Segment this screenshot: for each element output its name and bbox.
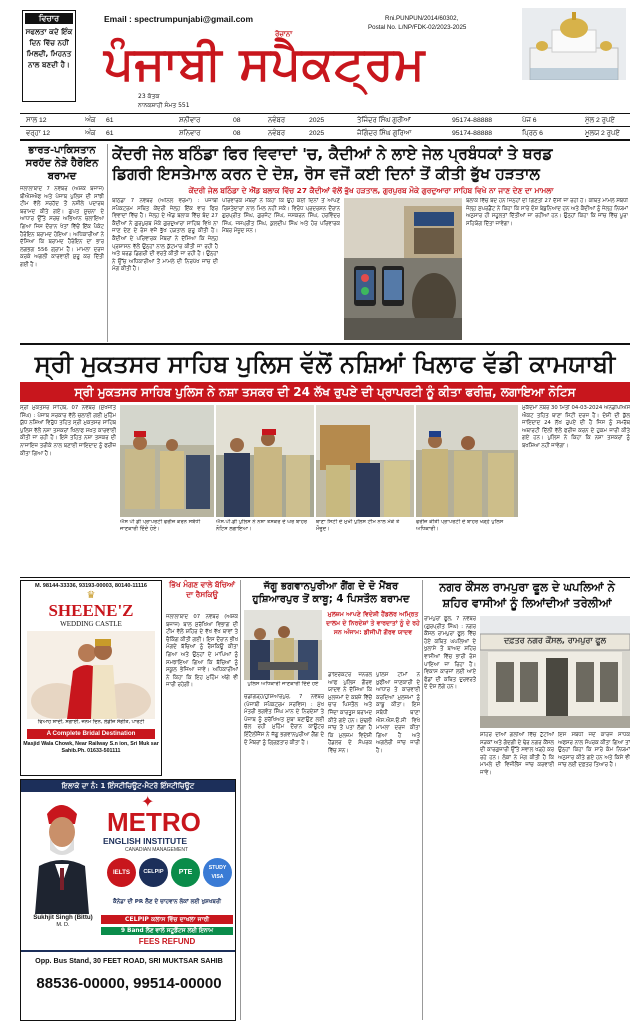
sheenez-couple-image — [27, 631, 155, 719]
muktsar-body-left: ਸ੍ਰੀ ਮੁਕਤਸਰ ਸਾਹਿਬ, 07 ਨਵੰਬਰ (ਸੁਖਜੀਤ ਸਿੰਘ) : ਪੰਜਾਬ ਸਰਕਾਰ ਵੱਲੋਂ ਚਲਾਈ ਗਈ ਮੁਹਿੰਮ ਯੁੱਧ ਨਸ਼ਿਆਂ ਵਿਰੁੱਧ ਤਹਿਤ ਸ੍ਰੀ ਮੁਕਤਸਰ ਸਾਹਿਬ ਪੁਲਿਸ ਵੱਲੋਂ ਨਸ਼ਾ ਤਸਕਰਾਂ ਖਿਲਾਫ ਸਖ਼ਤ ਕਾਰਵਾਈ ਕੀਤੀ ਜਾ ਰਹੀ ਹੈ। ਇਸੇ ਤਹਿਤ ਨਸ਼ਾ ਤਸਕਰ ਦੀ ਨਾਜਾਇਜ਼ ਤਰੀਕੇ ਨਾਲ ਬਣਾਈ ਜਾਇਦਾਦ ਨੂੰ ਫਰੀਜ਼ ਕੀਤਾ ਗਿਆ ਹੈ। — [20, 405, 116, 457]
reg-number-1: Rni.PUNPUN/2014/60302, — [385, 15, 459, 22]
muktsar-photo-4 — [416, 405, 518, 517]
muktsar-photo-2 — [216, 405, 314, 517]
info2-issue: 61 — [106, 130, 114, 137]
left-story-headline: ਭਾਰਤ-ਪਾਕਿਸਤਾਨ ਸਰਹੱਦ ਨੇੜੇ ਹੈਰੋਇਨ ਬਰਾਮਦ — [25, 145, 99, 182]
masthead-email[interactable]: Email : spectrumpunjabi@gmail.com — [104, 14, 254, 24]
sheenez-tagline: WEDDING CASTLE — [60, 620, 122, 628]
vichar-title: ਵਿਚਾਰ — [25, 13, 73, 24]
story-council-headline-1: ਨਗਰ ਕੌਂਸਲ ਰਾਮਪੁਰਾ ਫੂਲ ਦੇ ਘਪਲਿਆਂ ਨੇ — [439, 580, 615, 594]
divider-line — [20, 343, 630, 345]
info-year-num: 2025 — [309, 117, 325, 124]
info2-phone[interactable]: 95174-88888 — [452, 130, 493, 137]
info-issue-label: ਅੰਕ — [85, 117, 96, 124]
story-council-headline-2: ਸ਼ਹਿਰ ਵਾਸੀਆਂ ਨੂੰ ਲਿਆਂਦੀਆਂ ਤਰੇਲੀਆਂ — [442, 596, 612, 610]
story-gang-body-3: ਪੁਲਿਸ ਟੀਮਾਂ ਨੇ ਖ਼ੁਫੀਆ ਜਾਣਕਾਰੀ ਦੇ ਆਧਾਰ ਤੇ ਕਾਰਵਾਈ ਕਰਦਿਆਂ ਮੁਲਜ਼ਮਾਂ ਨੂੰ ਕਾਬੂ ਕੀਤਾ। ਇਸ ਸਬੰਧੀ ਥਾਣਾ ਐਸ.ਐਸ.ਓ.ਸੀ ਵਿਖੇ ਮਾਮਲਾ ਦਰਜ ਕੀਤਾ ਗਿਆ ਹੈ ਅਤੇ ਅਗਲੇਰੀ ਜਾਂਚ ਜਾਰੀ ਹੈ। — [376, 672, 420, 754]
divider-line-2 — [20, 577, 630, 578]
ad-metro[interactable] — [20, 779, 236, 1021]
top-story-headline-1: ਕੇਂਦਰੀ ਜੇਲ ਬਠਿੰਡਾ ਫਿਰ ਵਿਵਾਦਾਂ 'ਚ, ਕੈਦੀਆਂ ਨੇ ਲਾਏ ਜੇਲ ਪ੍ਰਬੰਧਕਾਂ ਤੇ ਥਰਡ — [112, 145, 553, 163]
sheenez-name: SHEENE'Z — [48, 601, 134, 620]
gang-photo — [244, 610, 322, 680]
nanakshahi-date: ਨਾਨਕਸ਼ਾਹੀ ਸੰਮਤ 551 — [138, 102, 190, 109]
masthead-title: ਪੰਜਾਬੀ ਸਪੈਕਟ੍ਰਮ — [104, 36, 426, 90]
info-date: 08 — [233, 117, 241, 124]
sheenez-phones[interactable]: M. 98144-33336, 93193-00003, 80140-11116 — [35, 583, 147, 589]
info-editor: ਤੇਜਿੰਦਰ ਸਿੰਘ ਗੁਰੀਆਂ — [357, 117, 411, 124]
story-kids-headline: ਭਿੱਖ ਮੰਗਣ ਵਾਲੇ ਬੱਚਿਆਂ ਦਾ ਰੈਸਕਿਊ — [169, 580, 235, 599]
muktsar-headline: ਸ੍ਰੀ ਮੁਕਤਸਰ ਸਾਹਿਬ ਪੁਲਿਸ ਵੱਲੋਂ ਨਸ਼ਿਆਂ ਖਿਲਾਫ ਵੱਡੀ ਕਾਮਯਾਬੀ — [34, 350, 616, 378]
metro-top-strip: ਇਲਾਕੇ ਦਾ ਨੰ: 1 ਇੰਸਟੀਚਿਊਟ-ਮੈਟਰੋ ਇੰਸਟੀਚਿਊਟ — [21, 780, 235, 792]
council-photo — [480, 616, 630, 728]
metro-fees: FEES REFUND — [138, 937, 196, 946]
muktsar-body-right: ਮੁਕੱਦਮਾ ਨੰਬਰ 30 ਮਿਤੀ 04-03-2024 ਐਨਡੀਪੀਐਸ ਐਕਟ ਤਹਿਤ ਥਾਣਾ ਸਿਟੀ ਦਰਜ ਹੈ। ਦੋਸ਼ੀ ਦੀ ਕੁੱਲ ਜਾਇਦਾਦ 24 ਲੱਖ ਰੁਪਏ ਦੀ ਹੈ ਜਿਸ ਨੂੰ ਸਮਰੱਥ ਅਥਾਰਟੀ ਦਿੱਲੀ ਵੱਲੋਂ ਫਰੀਜ਼ ਕਰਨ ਦੇ ਹੁਕਮ ਜਾਰੀ ਕੀਤੇ ਗਏ ਹਨ। ਪੁਲਿਸ ਨੇ ਕਿਹਾ ਕਿ ਨਸ਼ਾ ਤਸਕਰਾਂ ਨੂੰ ਬਖਸ਼ਿਆ ਨਹੀਂ ਜਾਵੇਗਾ। — [522, 405, 630, 449]
metro-offer-3: 9 Band ਲੈਣ ਵਾਲੇ ਸਟੂਡੈਂਟਸ ਲਈ ਇਨਾਮ — [101, 927, 233, 935]
story-gang-side: ਮੁਲਜ਼ਮ ਆਪਣੇ ਵਿਦੇਸ਼ੀ ਹੈਂਡਲਰ ਅਮ੍ਰਿਤ ਦਾਲਮ ਦੇ ਨਿਰਦੇਸ਼ਾਂ ਤੇ ਵਾਰਦਾਤਾਂ ਨੂੰ ਦੇ ਰਹੇ ਸਨ ਅੰਜਾਮ: ਡੀਜੀਪੀ ਗੌਰਵ ਯਾਦਵ — [326, 611, 420, 636]
kartik-date: 23 ਕੱਤਕ — [138, 93, 160, 100]
badge-pte[interactable]: PTE — [171, 858, 200, 887]
badge-study-visa[interactable]: STUDY VISA — [203, 858, 232, 887]
metro-phones[interactable]: 88536-00000, 99514-00000 — [36, 975, 222, 992]
info2-date: 08 — [233, 130, 241, 137]
story-kids-body: ਜਲਾਲਾਬਾਦ 07 ਨਵੰਬਰ (ਅਸ਼ੋਕ ਬਜਾਜ) ਬਾਲ ਸੁਰੱਖਿਆ ਵਿਭਾਗ ਦੀ ਟੀਮ ਵੱਲੋਂ ਸ਼ਹਿਰ ਦੇ ਵੱਖ ਵੱਖ ਥਾਵਾਂ ਤੇ ਚੈਕਿੰਗ ਕੀਤੀ ਗਈ। ਇਸ ਦੌਰਾਨ ਭੀਖ ਮੰਗਦੇ ਬੱਚਿਆਂ ਨੂੰ ਰੈਸਕਿਊ ਕੀਤਾ ਗਿਆ ਅਤੇ ਉਨ੍ਹਾਂ ਦੇ ਮਾਪਿਆਂ ਨੂੰ ਸਮਝਾਇਆ ਗਿਆ ਕਿ ਬੱਚਿਆਂ ਨੂੰ ਸਕੂਲ ਭੇਜਿਆ ਜਾਵੇ। ਅਧਿਕਾਰੀਆਂ ਨੇ ਕਿਹਾ ਕਿ ਇਹ ਮੁਹਿੰਮ ਅੱਗੇ ਵੀ ਜਾਰੀ ਰਹੇਗੀ। — [166, 614, 238, 689]
info-issue: 61 — [106, 117, 114, 124]
badge-celpip[interactable]: CELPIP — [139, 858, 168, 887]
info2-pages: ਪ੍ਰਿਠ 6 — [522, 130, 543, 137]
ad-sheenez[interactable] — [20, 580, 162, 776]
story-gang-headline-2: ਹੁਸ਼ਿਆਰਪੁਰ ਤੋਂ ਕਾਬੂ; 4 ਪਿਸਤੌਲ ਬਰਾਮਦ — [252, 594, 410, 605]
metro-sub2: CANADIAN MANAGEMENT — [125, 847, 189, 853]
muktsar-photo-3 — [316, 405, 414, 517]
muktsar-photo-1 — [120, 405, 214, 517]
story-council-body-mid: ਸ਼ਹਿਰ ਦੀਆਂ ਗਲੀਆਂ ਵਿੱਚ ਟੁੱਟੀਆਂ ਸੜਕਾਂ ਅਤੇ ਗੰਦਗੀ ਦੇ ਢੇਰ ਨਗਰ ਕੌਂਸਲ ਦੀ ਕਾਰਗੁਜ਼ਾਰੀ ਉੱਤੇ ਸਵਾਲ ਖੜ੍ਹੇ ਕਰ ਰਹੇ ਹਨ। ਲੋਕਾਂ ਨੇ ਮੰਗ ਕੀਤੀ ਹੈ ਕਿ ਮਾਮਲੇ ਦੀ ਵਿਜੀਲੈਂਸ ਜਾਂਚ ਕਰਵਾਈ ਜਾਵੇ। — [480, 732, 554, 776]
info2-year-num: 2025 — [309, 130, 325, 137]
sheenez-services: ਵਿਆਹ ਸ਼ਾਦੀ, ਸਗਾਈ, ਜਨਮ ਦਿਨ, ਲੇਡੀਜ਼ ਸੰਗੀਤ, ਪਾਰਟੀ — [37, 719, 145, 725]
metro-address: Opp. Bus Stand, 30 FEET ROAD, SRI MUKTSAR SAHIB — [35, 956, 223, 965]
info-bar — [20, 113, 630, 127]
muktsar-caption-2: ਐਸ.ਪੀ.ਡੀ ਪੁਲਿਸ ਨੇ ਨਸ਼ਾ ਤਸਕਰ ਦੇ ਘਰ ਬਾਹਰ ਨੋਟਿਸ ਲਗਾਇਆ। — [216, 519, 308, 532]
info-price: ਮੁੱਲ 2 ਰੁਪਏ — [585, 117, 615, 124]
metro-person-name: Sukhjit Singh (Bittu) — [33, 914, 93, 921]
info-bar-secondary — [20, 127, 630, 141]
info-year: ਸਾਲ 12 — [26, 117, 47, 124]
top-story-col3: ਬਲਾਕ ਵਿੱਚ ਬੰਦ ਹਨ ਜਿਨ੍ਹਾਂ ਦੀ ਗਿਣਤੀ 27 ਦੱਸੀ ਜਾ ਰਹੀ ਹੈ। ਕਥਿਤ ਮਾਮਲੇ ਸੰਬੰਧੀ ਜੇਲ੍ਹ ਸੁਪਰਡੈਂਟ ਨੇ ਕਿਹਾ ਕਿ ਸਾਰੇ ਦੋਸ਼ ਬੇਬੁਨਿਆਦ ਹਨ ਅਤੇ ਕੈਦੀਆਂ ਨੂੰ ਜੇਲ੍ਹ ਨਿਯਮਾਂ ਅਨੁਸਾਰ ਹੀ ਸਹੂਲਤਾਂ ਦਿੱਤੀਆਂ ਜਾ ਰਹੀਆਂ ਹਨ। ਉਨ੍ਹਾਂ ਕਿਹਾ ਕਿ ਜਾਂਚ ਵਿੱਚ ਪੂਰਾ ਸਹਿਯੋਗ ਦਿੱਤਾ ਜਾਵੇਗਾ। — [466, 198, 628, 227]
info2-issue-label: ਅੰਕ — [85, 130, 96, 137]
gang-photo-caption: ਪੁਲਿਸ ਅਧਿਕਾਰੀ ਜਾਣਕਾਰੀ ਦਿੰਦੇ ਹੋਏ — [247, 681, 319, 687]
info-month: ਨਵੰਬਰ — [268, 117, 285, 124]
metro-name: METRO — [107, 807, 201, 837]
top-story-subhead: ਕੇਂਦਰੀ ਜੇਲ ਬਠਿੰਡਾ ਦੇ ਐਂਡ ਬਲਾਕ ਵਿੱਚ 27 ਕੈਦੀਆਂ ਵੱਲੋਂ ਭੁੱਖ ਹੜਤਾਲ, ਗੁਰਪੁਰਬ ਮੌਕੇ ਗੁਰਦੁਆਰਾ ਸਾਹਿਬ ਵਿਖੇ ਨਾ ਜਾਣ ਦੇਣ ਦਾ ਮਾਮਲਾ — [188, 186, 554, 195]
top-story-col1: ਬਠਿੰਡਾ 7 ਨਵੰਬਰ (ਅਨਿਲ ਵਰਮਾ) : ਪੰਜਾਬੀ ਸਪੈਕਟ੍ਰਮ ਸਥਿਤ ਕੇਂਦਰੀ ਜੇਲ੍ਹ ਇੱਕ ਵਾਰ ਫਿਰ ਵਿਵਾਦਾਂ ਵਿੱਚ ਹੈ। ਜੇਲ੍ਹ ਦੇ ਐਂਡ ਬਲਾਕ ਵਿੱਚ ਬੰਦ 27 ਕੈਦੀਆਂ ਨੇ ਗੁਰਪੁਰਬ ਮੌਕੇ ਗੁਰਦੁਆਰਾ ਸਾਹਿਬ ਵਿਖੇ ਨਾ ਜਾਣ ਦੇਣ ਦੇ ਰੋਸ ਵਜੋਂ ਭੁੱਖ ਹੜਤਾਲ ਸ਼ੁਰੂ ਕੀਤੀ ਹੈ। ਕੈਦੀਆਂ ਦੇ ਪਰਿਵਾਰਕ ਮੈਂਬਰਾਂ ਨੇ ਦੱਸਿਆ ਕਿ ਜੇਲ੍ਹ ਪ੍ਰਸ਼ਾਸਨ ਵੱਲੋਂ ਉਨ੍ਹਾਂ ਨਾਲ ਕੁੱਟਮਾਰ ਕੀਤੀ ਜਾ ਰਹੀ ਹੈ ਅਤੇ ਥਰਡ ਡਿਗਰੀ ਦੀ ਵਰਤੋਂ ਕੀਤੀ ਜਾ ਰਹੀ ਹੈ। ਉਨ੍ਹਾਂ ਨੇ ਉੱਚ ਅਧਿਕਾਰੀਆਂ ਤੋਂ ਮਾਮਲੇ ਦੀ ਨਿਰਪੱਖ ਜਾਂਚ ਦੀ ਮੰਗ ਕੀਤੀ ਹੈ। — [112, 198, 218, 273]
metro-sub: ENGLISH INSTITUTE — [103, 836, 188, 846]
jail-photo — [344, 198, 462, 340]
muktsar-caption-3: ਥਾਣਾ ਸਿਟੀ ਦੇ ਮੁਖੀ ਪੁਲਿਸ ਟੀਮ ਨਾਲ ਮੌਕੇ ਤੇ ਮੌਜੂਦ। — [316, 519, 400, 532]
info2-editor: ਜੋਗਿੰਦਰ ਸਿੰਘ ਗੁਰਿਆ — [357, 130, 412, 137]
reg-number-2: Postal No. L/NP/FDK-02/2023-2025 — [368, 24, 467, 31]
sheenez-address: Masjid Wala Chowk, Near Railway S.n ion, Sri Muk sar Sahib.Ph. 01633-501111 — [23, 741, 159, 754]
story-council-body-right: ਇਸ ਸਬੰਧੀ ਜਦੋਂ ਕਾਰਜ ਸਾਧਕ ਅਫਸਰ ਨਾਲ ਸੰਪਰਕ ਕੀਤਾ ਗਿਆ ਤਾਂ ਉਨ੍ਹਾਂ ਕਿਹਾ ਕਿ ਸਾਰੇ ਕੰਮ ਨਿਯਮਾਂ ਅਨੁਸਾਰ ਕੀਤੇ ਗਏ ਹਨ ਅਤੇ ਕਿਸੇ ਵੀ ਜਾਂਚ ਲਈ ਦਫ਼ਤਰ ਤਿਆਰ ਹੈ। — [558, 732, 630, 769]
muktsar-subhead: ਸ੍ਰੀ ਮੁਕਤਸਰ ਸਾਹਿਬ ਪੁਲਿਸ ਨੇ ਨਸ਼ਾ ਤਸਕਰ ਦੀ 24 ਲੱਖ ਰੁਪਏ ਦੀ ਪ੍ਰਾਪਰਟੀ ਨੂੰ ਕੀਤਾ ਫਰੀਜ਼, ਲਗਾਇਆ ਨੋਟਿਸ — [74, 385, 576, 399]
maple-leaf-icon: ✦ — [141, 792, 155, 811]
story-gang-body-1: ਚੰਡੀਗੜ੍ਹ/ਹੁਸ਼ਿਆਰਪੁਰ, 7 ਨਵੰਬਰ (ਪੰਜਾਬੀ ਸਪੈਕਟ੍ਰਮ ਸਰਵਿਸ) : ਮੁੱਖ ਮੰਤਰੀ ਭਗਵੰਤ ਸਿੰਘ ਮਾਨ ਦੇ ਨਿਰਦੇਸ਼ਾਂ ਤੇ ਪੰਜਾਬ ਨੂੰ ਸੁਰੱਖਿਅਤ ਸੂਬਾ ਬਣਾਉਣ ਲਈ ਚੱਲ ਰਹੀ ਮੁਹਿੰਮ ਦੌਰਾਨ ਕਾਊਂਟਰ ਇੰਟੈਲੀਜੈਂਸ ਨੇ ਜੱਗੂ ਭਗਵਾਨਪੁਰੀਆ ਗੈਂਗ ਦੇ ਦੋ ਮੈਂਬਰਾਂ ਨੂੰ ਗ੍ਰਿਫ਼ਤਾਰ ਕੀਤਾ ਹੈ। — [244, 694, 324, 746]
story-gang-body-2: ਡਾਇਰੈਕਟਰ ਜਨਰਲ ਆਫ ਪੁਲਿਸ ਗੌਰਵ ਯਾਦਵ ਨੇ ਦੱਸਿਆ ਕਿ ਮੁਲਜ਼ਮਾਂ ਦੇ ਕਬਜ਼ੇ ਵਿੱਚੋਂ ਚਾਰ ਪਿਸਤੌਲ ਅਤੇ ਜਿੰਦਾ ਕਾਰਤੂਸ ਬਰਾਮਦ ਕੀਤੇ ਗਏ ਹਨ। ਮੁੱਢਲੀ ਜਾਂਚ ਤੋਂ ਪਤਾ ਲੱਗਾ ਹੈ ਕਿ ਮੁਲਜ਼ਮ ਵਿਦੇਸ਼ੀ ਹੈਂਡਲਰ ਦੇ ਸੰਪਰਕ ਵਿੱਚ ਸਨ। — [328, 672, 372, 754]
muktsar-caption-4: ਫਰੀਜ਼ ਕੀਤੀ ਪ੍ਰਾਪਰਟੀ ਦੇ ਬਾਹਰ ਖੜ੍ਹੇ ਪੁਲਿਸ ਅਧਿਕਾਰੀ। — [416, 519, 504, 532]
metro-offer-2: CELPIP ਕਲਾਸ ਵਿੱਚ ਦਾਖਲਾ ਜਾਰੀ — [101, 915, 233, 924]
info2-year: ਵਰ੍ਹਾ 12 — [26, 130, 51, 137]
vichar-text: ਸਫਲਤਾ ਕਦੇ ਇੰਕ ਦਿਨ ਵਿੱਚ ਨਹੀਂ ਮਿਲਦੀ, ਮਿਹਨਤ ਨਾਲ ਬਣਦੀ ਹੈ। — [25, 27, 73, 69]
info-day: ਸ਼ਨੀਵਾਰ — [179, 117, 201, 124]
info-pages: ਪੇਜ 6 — [522, 117, 537, 124]
info-phone[interactable]: 95174-88888 — [452, 117, 493, 124]
badge-ielts[interactable]: IELTS — [107, 858, 136, 887]
metro-badges — [107, 858, 233, 894]
top-story-headline-2: ਡਿਗਰੀ ਇਸਤੇਮਾਲ ਕਰਨ ਦੇ ਦੋਸ਼, ਰੋਸ ਵਜੋਂ ਕਈ ਦਿਨਾਂ ਤੋਂ ਕੀਤੀ ਭੁੱਖ ਹੜਤਾਲ — [112, 165, 540, 183]
story-gang-headline-1: ਜੱਗੂ ਭਗਵਾਨਪੁਰੀਆ ਗੈਂਗ ਦੇ ਦੋ ਮੈਂਬਰ — [263, 581, 399, 592]
metro-person-image — [25, 794, 97, 914]
top-story-col2: ਪਰਿਵਾਰਕ ਮੈਂਬਰਾਂ ਨੇ ਕਿਹਾ ਕਿ ਉਹ ਕਈ ਦਿਨਾਂ ਤੋਂ ਆਪਣੇ ਰਿਸ਼ਤੇਦਾਰਾਂ ਨਾਲ ਮਿਲ ਨਹੀਂ ਸਕੇ। ਵਿਰੋਧ ਪ੍ਰਦਰਸ਼ਨ ਦੌਰਾਨ ਗੁਰਪ੍ਰੀਤ ਸਿੰਘ, ਗੁਰਜੰਟ ਸਿੰਘ, ਜਸਕਰਨ ਸਿੰਘ, ਹਰਵਿੰਦਰ ਸਿੰਘ, ਜਸਪ੍ਰੀਤ ਸਿੰਘ, ਕੁਲਦੀਪ ਸਿੰਘ ਅਤੇ ਹੋਰ ਪਰਿਵਾਰਕ ਮੈਂਬਰ ਮੌਜੂਦ ਸਨ। — [222, 198, 340, 235]
left-story-body: ਜਲਾਲਾਬਾਦ 7 ਨਵੰਬਰ (ਅਸ਼ੋਕ ਬਜਾਜ) ਬੀਐਸਐਫ ਅਤੇ ਪੰਜਾਬ ਪੁਲਿਸ ਦੀ ਸਾਂਝੀ ਟੀਮ ਵੱਲੋਂ ਸਰਹੱਦ ਤੋਂ ਨਸ਼ੀਲੇ ਪਦਾਰਥ ਬਰਾਮਦ ਕੀਤੇ ਗਏ। ਗੁਪਤ ਸੂਚਨਾ ਦੇ ਆਧਾਰ ਉੱਤੇ ਸਰਚ ਅਭਿਆਨ ਚਲਾਇਆ ਗਿਆ ਜਿਸ ਦੌਰਾਨ ਖੇਤਾਂ ਵਿੱਚੋਂ ਇੱਕ ਪੈਕੇਟ ਹੈਰੋਇਨ ਬਰਾਮਦ ਹੋਇਆ। ਅਧਿਕਾਰੀਆਂ ਨੇ ਦੱਸਿਆ ਕਿ ਬਰਾਮਦ ਹੈਰੋਇਨ ਦਾ ਭਾਰ ਲਗਭਗ 556 ਗ੍ਰਾਮ ਹੈ। ਮਾਮਲਾ ਦਰਜ ਕਰਕੇ ਅਗਲੀ ਕਾਰਵਾਈ ਸ਼ੁਰੂ ਕਰ ਦਿੱਤੀ ਗਈ ਹੈ। — [20, 186, 104, 268]
story-council-body-left: ਰਾਮਪੁਰਾ ਫੂਲ, 7 ਨਵੰਬਰ (ਗੁਰਪ੍ਰੀਤ ਸਿੰਘ) : ਨਗਰ ਕੌਂਸਲ ਰਾਮਪੁਰਾ ਫੂਲ ਵਿੱਚ ਹੋਏ ਕਥਿਤ ਘਪਲਿਆਂ ਦੇ ਖੁਲਾਸੇ ਤੋਂ ਬਾਅਦ ਸ਼ਹਿਰ ਵਾਸੀਆਂ ਵਿੱਚ ਭਾਰੀ ਰੋਸ ਪਾਇਆ ਜਾ ਰਿਹਾ ਹੈ। ਵਿਕਾਸ ਕਾਰਜਾਂ ਲਈ ਆਏ ਫੰਡਾਂ ਦੀ ਕਥਿਤ ਦੁਰਵਰਤੋਂ ਦੇ ਦੋਸ਼ ਲੱਗੇ ਹਨ। — [424, 616, 476, 691]
sheenez-banner: A Complete Bridal Destination — [27, 729, 155, 739]
gurdwara-image — [522, 8, 626, 80]
vichar-box — [22, 10, 76, 102]
left-story — [20, 144, 108, 342]
metro-offer-1: ਕੈਨੇਡਾ ਦੀ PR ਲੈਣ ਦੇ ਚਾਹਵਾਨ ਲੋਕਾਂ ਲਈ ਖੁਸ਼ਖਬਰੀ — [112, 899, 222, 905]
metro-person-title: M. D. — [56, 922, 70, 928]
info2-month: ਨਵੰਬਰ — [268, 130, 285, 137]
edition-label: ਰੋਜ਼ਾਨਾ — [275, 30, 293, 38]
column-rule — [422, 580, 423, 1020]
council-photo-sign: ਦਫ਼ਤਰ ਨਗਰ ਕੌਂਸਲ, ਰਾਮਪੁਰਾ ਫੂਲ — [503, 636, 607, 645]
muktsar-caption-1: ਐਸ ਪੀ ਡੀ ਪ੍ਰਾਪਰਟੀ ਫਰੀਜ਼ ਕਰਨ ਸਬੰਧੀ ਜਾਣਕਾਰੀ ਦਿੰਦੇ ਹੋਏ। — [120, 519, 201, 532]
info2-price: ਮੂਲਯ 2 ਰੁਪਏ — [585, 130, 620, 137]
column-rule — [240, 580, 241, 1020]
info2-day: ਸ਼ਨਿਵਾਰ — [179, 130, 201, 137]
sheenez-crown-icon: ♛ — [86, 590, 96, 601]
